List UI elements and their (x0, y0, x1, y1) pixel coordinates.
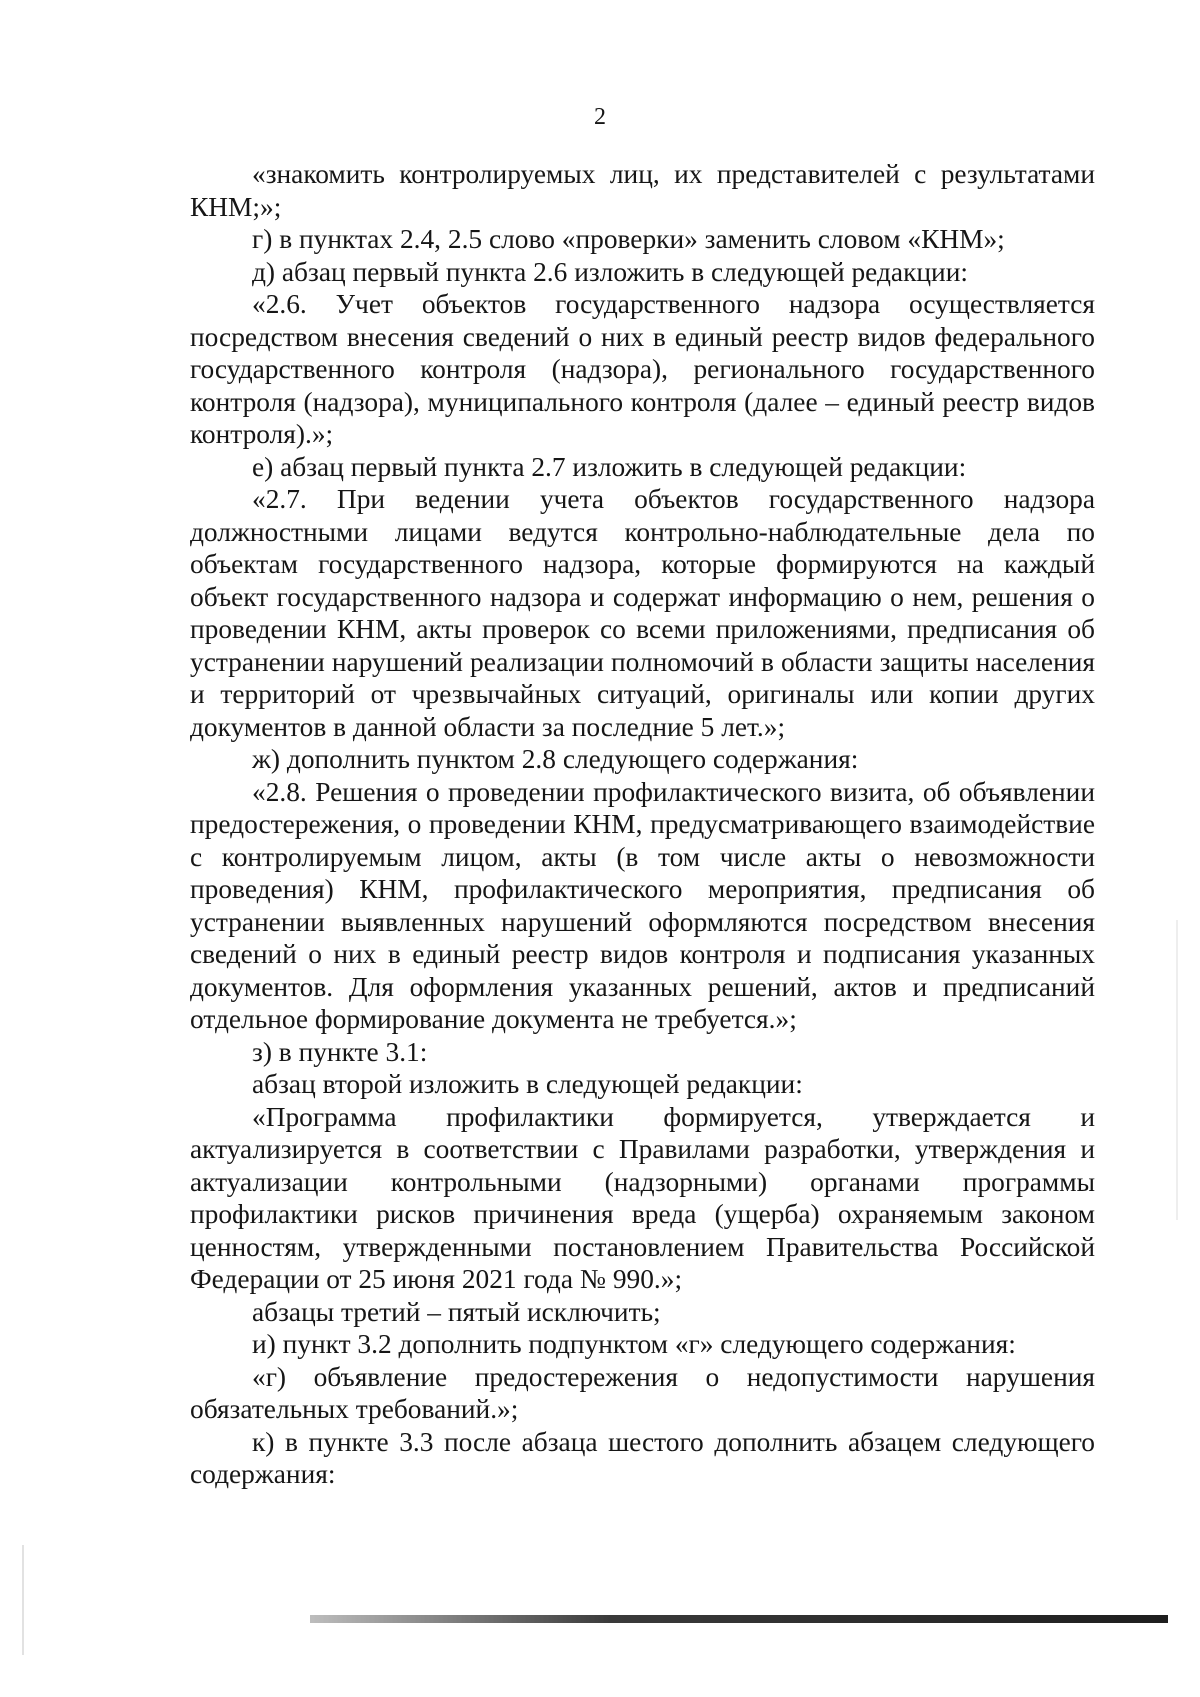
paragraph-2-8-text: «2.8. Решения о проведении профилактического визита, об объявлении предостережения, о проведении КНМ, предусматривающего взаимодействие с контролируемым лицом, акты (в том числе акты о невозможности проведения) КНМ, профилактического мероприятия, предписания об устранении выявленных нарушений оформляются посредством внесения сведений о них в единый реестр видов контроля и подписания указанных документов. Для оформления указанных решений, актов и предписаний отдельное формирование документа не требуется.»; (190, 776, 1095, 1034)
paragraph-g-warning-text: «г) объявление предостережения о недопустимости нарушения обязательных требований.»; (190, 1361, 1095, 1424)
paragraph-z-item-3-1: з) в пункте 3.1: (252, 1036, 428, 1067)
paragraph-zh-item-2-8: ж) дополнить пунктом 2.8 следующего содержания: (252, 744, 859, 774)
paragraph-2-7-text: «2.7. При ведении учета объектов государственного надзора должностными лицами ведутся контрольно-наблюдательные дела по объектам государственного надзора, которые формируются на каждый объект государственного надзора и содержат информацию о нем, решения о проведении КНМ, акты проверок со всеми приложениями, предписания об устранении нарушений реализации полномочий в области защиты населения и территорий от чрезвычайных ситуаций, оригиналы или копии других документов в данной области за последние 5 лет.»; (190, 484, 1095, 742)
bottom-scan-rule (310, 1615, 1168, 1623)
paragraph-acquaint-results: «знакомить контролируемых лиц, их представителей с результатами КНМ;»; (190, 159, 1095, 222)
scan-edge-left (22, 1545, 24, 1655)
document-body (190, 158, 1095, 1491)
page-number: 2 (594, 104, 606, 130)
paragraph-e-item-2-7: е) абзац первый пункта 2.7 изложить в следующей редакции: (252, 451, 967, 482)
paragraph-2-6-text: «2.6. Учет объектов государственного надзора осуществляется посредством внесения сведений о них в единый реестр видов федерального государственного контроля (надзора), регионального государственного контроля (надзора), муниципального контроля (далее – единый реестр видов контроля).»; (190, 289, 1095, 449)
paragraph-second-abzac: абзац второй изложить в следующей редакции: (252, 1069, 803, 1099)
paragraph-g-items-2-4-2-5: г) в пунктах 2.4, 2.5 слово «проверки» заменить словом «КНМ»; (252, 224, 1005, 254)
paragraph-k-item-3-3: к) в пункте 3.3 после абзаца шестого дополнить абзацем следующего содержания: (190, 1426, 1095, 1489)
paragraph-i-item-3-2: и) пункт 3.2 дополнить подпунктом «г» следующего содержания: (252, 1329, 1016, 1359)
paragraph-exclude-abzacs: абзацы третий – пятый исключить; (252, 1296, 661, 1327)
paragraph-d-item-2-6: д) абзац первый пункта 2.6 изложить в следующей редакции: (252, 256, 968, 287)
paragraph-program-text: «Программа профилактики формируется, утверждается и актуализируется в соответствии с Правилами разработки, утверждения и актуализации контрольными (надзорными) органами программы профилактики рисков причинения вреда (ущерба) охраняемым законом ценностям, утвержденными постановлением Правительства Российской Федерации от 25 июня 2021 года № 990.»; (190, 1101, 1095, 1294)
scan-edge-right (1176, 920, 1178, 1220)
